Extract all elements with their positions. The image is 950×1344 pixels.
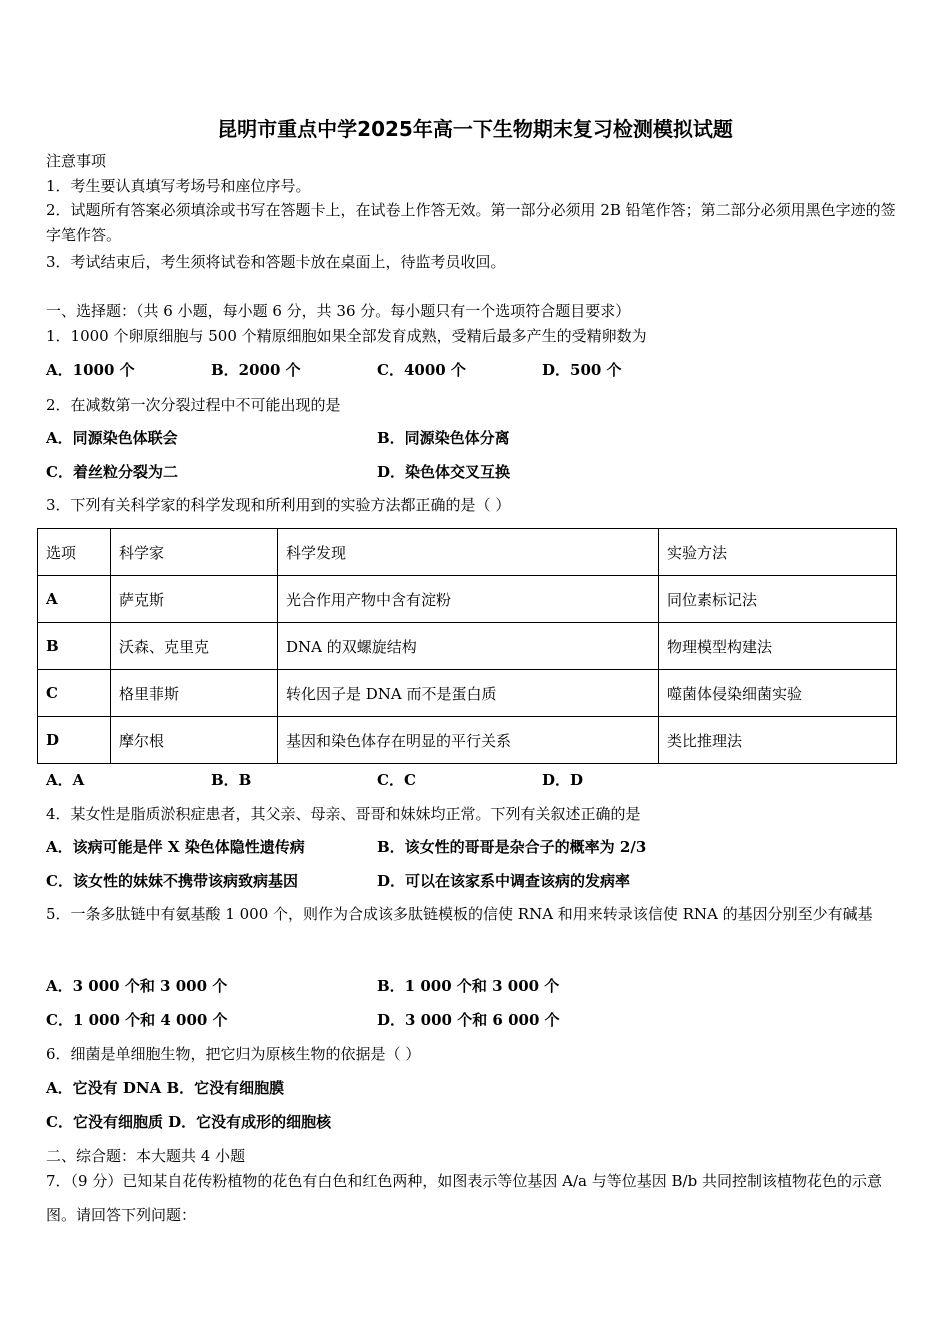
table-cell: 格里菲斯 — [111, 670, 278, 717]
table-cell: 转化因子是 DNA 而不是蛋白质 — [278, 670, 659, 717]
q3-option-d: D．D — [542, 771, 584, 789]
q3-option-b: B．B — [211, 771, 252, 789]
q7-stem: 7．（9 分）已知某自花传粉植物的花色有白色和红色两种，如图表示等位基因 A/a 与等位基因 B/b 共同控制该植物花色的示意图。请回答下列问题： — [46, 1172, 882, 1224]
q5-option-d: D．3 000 个和 6 000 个 — [377, 1011, 560, 1029]
q2-option-d: D．染色体交叉互换 — [377, 463, 511, 481]
notice-heading: 注意事项 — [46, 152, 107, 170]
table-cell: B — [38, 623, 111, 670]
q6-options-line-1: A．它没有 DNA B．它没有细胞膜 — [46, 1079, 285, 1097]
table-header-cell: 科学发现 — [278, 529, 659, 576]
q1-option-c: C．4000 个 — [377, 361, 466, 379]
table-cell: 基因和染色体存在明显的平行关系 — [278, 717, 659, 764]
table-header-cell: 科学家 — [111, 529, 278, 576]
q3-option-c: C．C — [377, 771, 416, 789]
table-cell: C — [38, 670, 111, 717]
table-cell: 光合作用产物中含有淀粉 — [278, 576, 659, 623]
q3-table — [37, 528, 897, 764]
q5-option-c: C．1 000 个和 4 000 个 — [46, 1011, 228, 1029]
table-header-cell: 实验方法 — [659, 529, 897, 576]
q4-option-c: C．该女性的妹妹不携带该病致病基因 — [46, 872, 298, 890]
q6-stem: 6．细菌是单细胞生物，把它归为原核生物的依据是（ ） — [46, 1045, 421, 1063]
table-cell: DNA 的双螺旋结构 — [278, 623, 659, 670]
notice-item-3: 3．考试结束后，考生须将试卷和答题卡放在桌面上，待监考员收回。 — [46, 253, 506, 271]
table-cell: 物理模型构建法 — [659, 623, 897, 670]
q3-option-a: A．A — [46, 771, 85, 789]
q3-stem: 3．下列有关科学家的科学发现和所利用到的实验方法都正确的是（ ） — [46, 496, 511, 514]
q6-options-line-2: C．它没有细胞质 D．它没有成形的细胞核 — [46, 1113, 332, 1131]
q1-option-a: A．1000 个 — [46, 361, 135, 379]
table-row — [38, 717, 897, 764]
section1-heading: 一、选择题：（共 6 小题，每小题 6 分，共 36 分。每小题只有一个选项符合题目要求） — [46, 302, 631, 320]
q2-stem: 2．在减数第一次分裂过程中不可能出现的是 — [46, 396, 341, 414]
table-header-cell: 选项 — [38, 529, 111, 576]
table-cell: 噬菌体侵染细菌实验 — [659, 670, 897, 717]
q1-option-b: B．2000 个 — [211, 361, 301, 379]
notice-item-1: 1．考生要认真填写考场号和座位序号。 — [46, 177, 311, 195]
q2-option-b: B．同源染色体分离 — [377, 429, 510, 447]
section2-heading: 二、综合题：本大题共 4 小题 — [46, 1147, 246, 1165]
q5-option-a: A．3 000 个和 3 000 个 — [46, 977, 228, 995]
q2-option-c: C．着丝粒分裂为二 — [46, 463, 178, 481]
q2-option-a: A．同源染色体联会 — [46, 429, 178, 447]
table-row — [38, 623, 897, 670]
q4-option-a: A．该病可能是伴 X 染色体隐性遗传病 — [46, 838, 305, 856]
q5-option-b: B．1 000 个和 3 000 个 — [377, 977, 560, 995]
table-cell: 类比推理法 — [659, 717, 897, 764]
notice-item-2: 2．试题所有答案必须填涂或书写在答题卡上，在试卷上作答无效。第一部分必须用 2B 铅笔作答；第二部分必须用黑色字迹的签字笔作答。 — [46, 201, 896, 244]
table-cell: A — [38, 576, 111, 623]
q5-stem: 5．一条多肽链中有氨基酸 1 000 个，则作为合成该多肽链模板的信使 RNA 和用来转录该信使 RNA 的基因分别至少有碱基 — [46, 905, 873, 923]
table-cell: 萨克斯 — [111, 576, 278, 623]
q1-option-d: D．500 个 — [542, 361, 622, 379]
table-cell: 同位素标记法 — [659, 576, 897, 623]
q4-stem: 4．某女性是脂质淤积症患者，其父亲、母亲、哥哥和妹妹均正常。下列有关叙述正确的是 — [46, 805, 641, 823]
q4-option-d: D．可以在该家系中调查该病的发病率 — [377, 872, 631, 890]
table-cell: D — [38, 717, 111, 764]
table-cell: 摩尔根 — [111, 717, 278, 764]
q4-option-b: B．该女性的哥哥是杂合子的概率为 2/3 — [377, 838, 647, 856]
q1-stem: 1．1000 个卵原细胞与 500 个精原细胞如果全部发育成熟，受精后最多产生的受精卵数为 — [46, 327, 647, 345]
table-row — [38, 670, 897, 717]
table-cell: 沃森、克里克 — [111, 623, 278, 670]
table-row — [38, 576, 897, 623]
page-title: 昆明市重点中学2025年高一下生物期末复习检测模拟试题 — [217, 117, 733, 141]
table-header-row — [38, 529, 897, 576]
